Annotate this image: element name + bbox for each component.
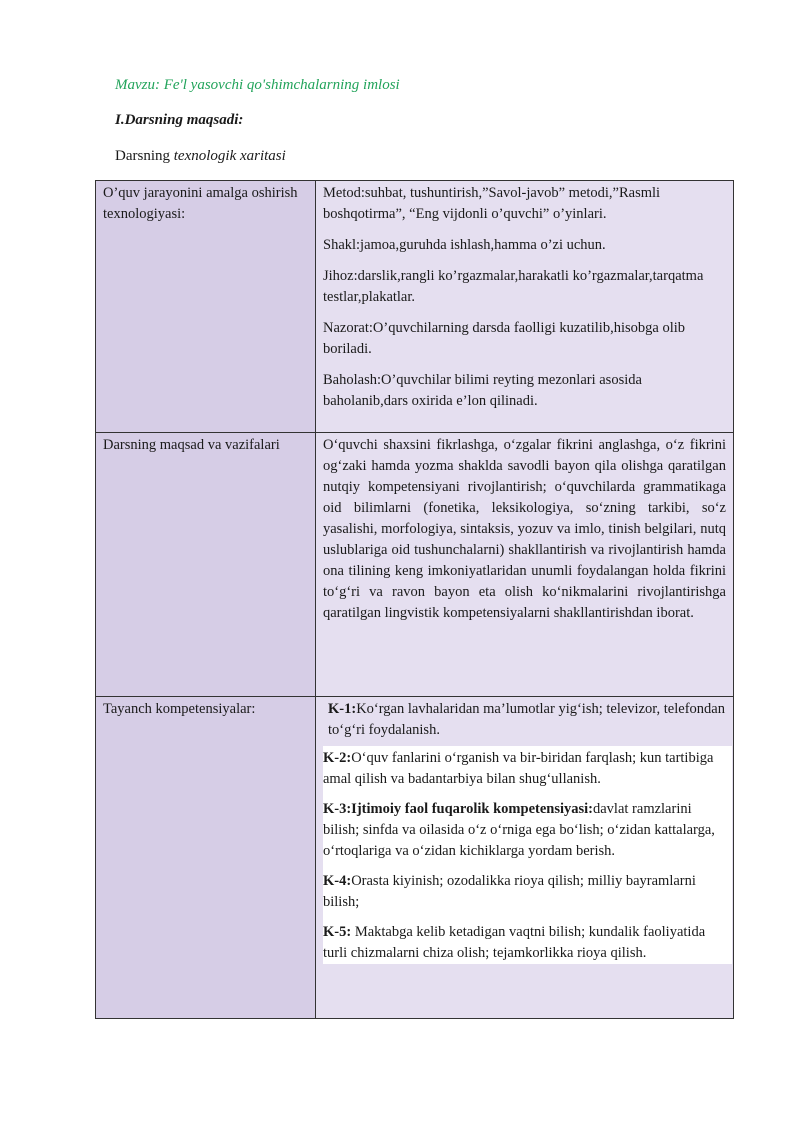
competency-key: K-2: — [323, 750, 352, 766]
competency-item — [323, 799, 728, 862]
method-item: Metod:suhbat, tushuntirish,”Savol-javob” metodi,”Rasmli boshqotirma”, “Eng vijdonli o’quvchi” o’yinlari. — [323, 185, 661, 222]
row-label: Tayanch kompetensiyalar: — [96, 697, 316, 1019]
row-label: O’quv jarayonini amalga oshirish texnologiyasi: — [96, 181, 316, 433]
competency-text: Orasta kiyinish; ozodalikka rioya qilish; milliy bayramlarni bilish; — [323, 873, 696, 910]
row-content — [316, 181, 734, 433]
table-row — [96, 697, 734, 1019]
competency-item — [323, 699, 726, 741]
section-heading: I.Darsning maqsadi: — [115, 112, 244, 128]
control-item: Nazorat:O’quvchilarning darsda faolligi kuzatilib,hisobga olib boriladi. — [323, 320, 685, 357]
competency-text: davlat ramzlarini bilish; sinfda va oilasida o‘z o‘rniga ega bo‘lish; o‘zidan kattalarga, o‘rtoqlariga va o‘zidan kichiklarga yordam berish. — [323, 801, 715, 859]
table-row — [96, 181, 734, 433]
competency-item — [323, 922, 728, 964]
competency-key: K-1: — [328, 701, 357, 717]
competencies-cell — [316, 697, 734, 1019]
competency-key: K-3:Ijtimoiy faol fuqarolik kompetensiyasi: — [323, 801, 593, 817]
caption-prefix: Darsning — [115, 148, 174, 164]
competency-box — [323, 746, 732, 964]
competency-text: Ko‘rgan lavhalaridan ma’lumotlar yig‘ish; televizor, telefondan to‘g‘ri foydalanish. — [328, 701, 725, 738]
caption-italic: texnologik xaritasi — [173, 148, 286, 164]
topic-title: Mavzu: Fe'l yasovchi qo'shimchalarning imlosi — [115, 77, 400, 93]
table-row — [96, 433, 734, 697]
row-label: Darsning maqsad va vazifalari — [96, 433, 316, 697]
competency-key: K-4: — [323, 873, 352, 889]
goals-text: O‘quvchi shaxsini fikrlashga, o‘zgalar fikrini anglashga, o‘z fikrini og‘zaki hamda yozma shaklda savodli bayon qila olishga qaratilgan nutqiy kompetensiyani rivojlantirish; o‘quvchilarda grammatikaga oid bilimlarni (fonetika, leksikologiya, so‘zning tarkibi, so‘z yasalishi, morfologiya, sintaksis, yozuv va imlo, tinish belgilari, nutq uslublariga oid tushunchalarni) shakllantirish va rivojlantirish hamda ona tilining keng imkoniyatlaridan unumli foydalangan holda fikrini to‘g‘ri va ravon bayon eta olish ko‘nikmalarini rivojlantirishga qaratilgan lingvistik kompetensiyalarni shakllantirishdan iborat. — [316, 433, 734, 697]
lesson-map-table — [95, 180, 734, 1019]
equipment-item: Jihoz:darslik,rangli ko’rgazmalar,harakatli ko’rgazmalar,tarqatma testlar,plakatlar. — [323, 268, 704, 305]
competency-text: O‘quv fanlarini o‘rganish va bir-biridan farqlash; kun tartibiga amal qilish va badantarbiya bilan shug‘ullanish. — [323, 750, 714, 787]
table-caption — [115, 148, 286, 165]
competency-key: K-5: — [323, 924, 352, 940]
assessment-item: Baholash:O’quvchilar bilimi reyting mezonlari asosida baholanib,dars oxirida e’lon qilinadi. — [323, 372, 642, 409]
competency-item — [323, 871, 728, 913]
competency-item — [323, 748, 728, 790]
competency-text: Maktabga kelib ketadigan vaqtni bilish; kundalik faoliyatida turli chizmalarni chiza olish; tejamkorlikka rioya qilish. — [323, 924, 706, 961]
form-item: Shakl:jamoa,guruhda ishlash,hamma o’zi uchun. — [323, 237, 606, 253]
